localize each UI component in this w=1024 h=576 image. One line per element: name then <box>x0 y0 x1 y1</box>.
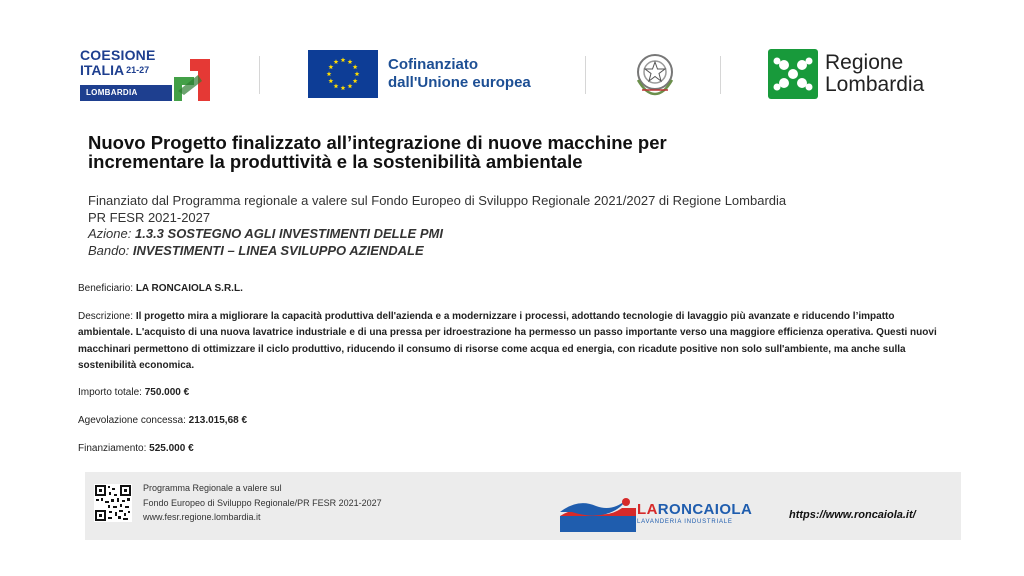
italian-republic-emblem-icon <box>632 50 678 98</box>
coesione-italia-logo <box>80 47 212 105</box>
footer-program-info: Programma Regionale a valere sul Fondo Europeo di Sviluppo Regionale/PR FESR 2021-2027 www.fesr.regione.lombardia.it <box>143 481 382 525</box>
regione-lombardia-text: Regione Lombardia <box>825 51 925 96</box>
divider <box>585 56 586 94</box>
eu-flag-icon <box>308 50 378 98</box>
finanziamento-row: Finanziamento: 525.000 € <box>78 443 194 454</box>
roncaiola-wave-logo-icon <box>560 492 636 532</box>
qr-code-icon <box>94 484 132 522</box>
italia-text: ITALIA $^{21-27}$ <box>80 62 150 78</box>
azione-row: Azione: 1.3.3 SOSTEGNO AGLI INVESTIMENTI DELLE PMI <box>88 226 443 241</box>
footer-band <box>85 472 961 540</box>
beneficiario-row: Beneficiario: LA RONCAIOLA S.R.L. <box>78 283 243 294</box>
agevolazione-row: Agevolazione concessa: 213.015,68 € <box>78 415 248 426</box>
descrizione-paragraph: Descrizione: Il progetto mira a migliorare la capacità produttiva dell'azienda e a modernizzare i processi, adottando tecnologie di lavaggio più avanzate e riducendo l’impatto ambientale. L'acquisto di una nuova lavatrice industriale e di una pressa per idroestrazione ha permesso un passo importante verso una maggiore efficienza operativa. Questi nuovi macchinari permettono di ottimizzare il ciclo produttivo, riducendo il consumo di risorse come acqua ed energia, con ricadute positive non solo sull'ambiente, ma anche sulla sostenibilità economica. <box>78 311 937 371</box>
footer-fesr-link[interactable]: www.fesr.regione.lombardia.it <box>143 512 261 522</box>
roncaiola-tagline: LAVANDERIA INDUSTRIALE <box>637 519 733 525</box>
funding-info <box>88 193 968 259</box>
funding-text: Finanziato dal Programma regionale a valere sul Fondo Europeo di Sviluppo Regionale 2021/2027 di Regione Lombardia <box>88 193 787 208</box>
eu-cofinanced-logo <box>308 50 548 98</box>
logo-strip <box>0 40 1024 110</box>
coesione-text: COESIONE <box>80 47 156 63</box>
divider <box>259 56 260 94</box>
coesione-arrow-icon <box>168 55 212 105</box>
importo-row: Importo totale: 750.000 € <box>78 387 190 398</box>
roncaiola-website-link[interactable]: https://www.roncaiola.it/ <box>789 509 916 521</box>
roncaiola-wordmark: LARONCAIOLA <box>637 501 753 518</box>
regione-lombardia-logo <box>768 49 948 101</box>
lombardia-rose-icon <box>768 49 818 99</box>
coesione-region-label: LOMBARDIA <box>80 85 172 101</box>
bando-row: Bando: INVESTIMENTI – LINEA SVILUPPO AZIENDALE <box>88 242 424 258</box>
divider <box>720 56 721 94</box>
program-text: PR FESR 2021-2027 <box>88 209 211 225</box>
eu-cofinanced-text: Cofinanziato dall'Unione europea <box>388 56 531 91</box>
page-title: Nuovo Progetto finalizzato all’integrazione di nuove macchine per incrementare la produttività e la sostenibilità ambientale <box>88 132 667 172</box>
